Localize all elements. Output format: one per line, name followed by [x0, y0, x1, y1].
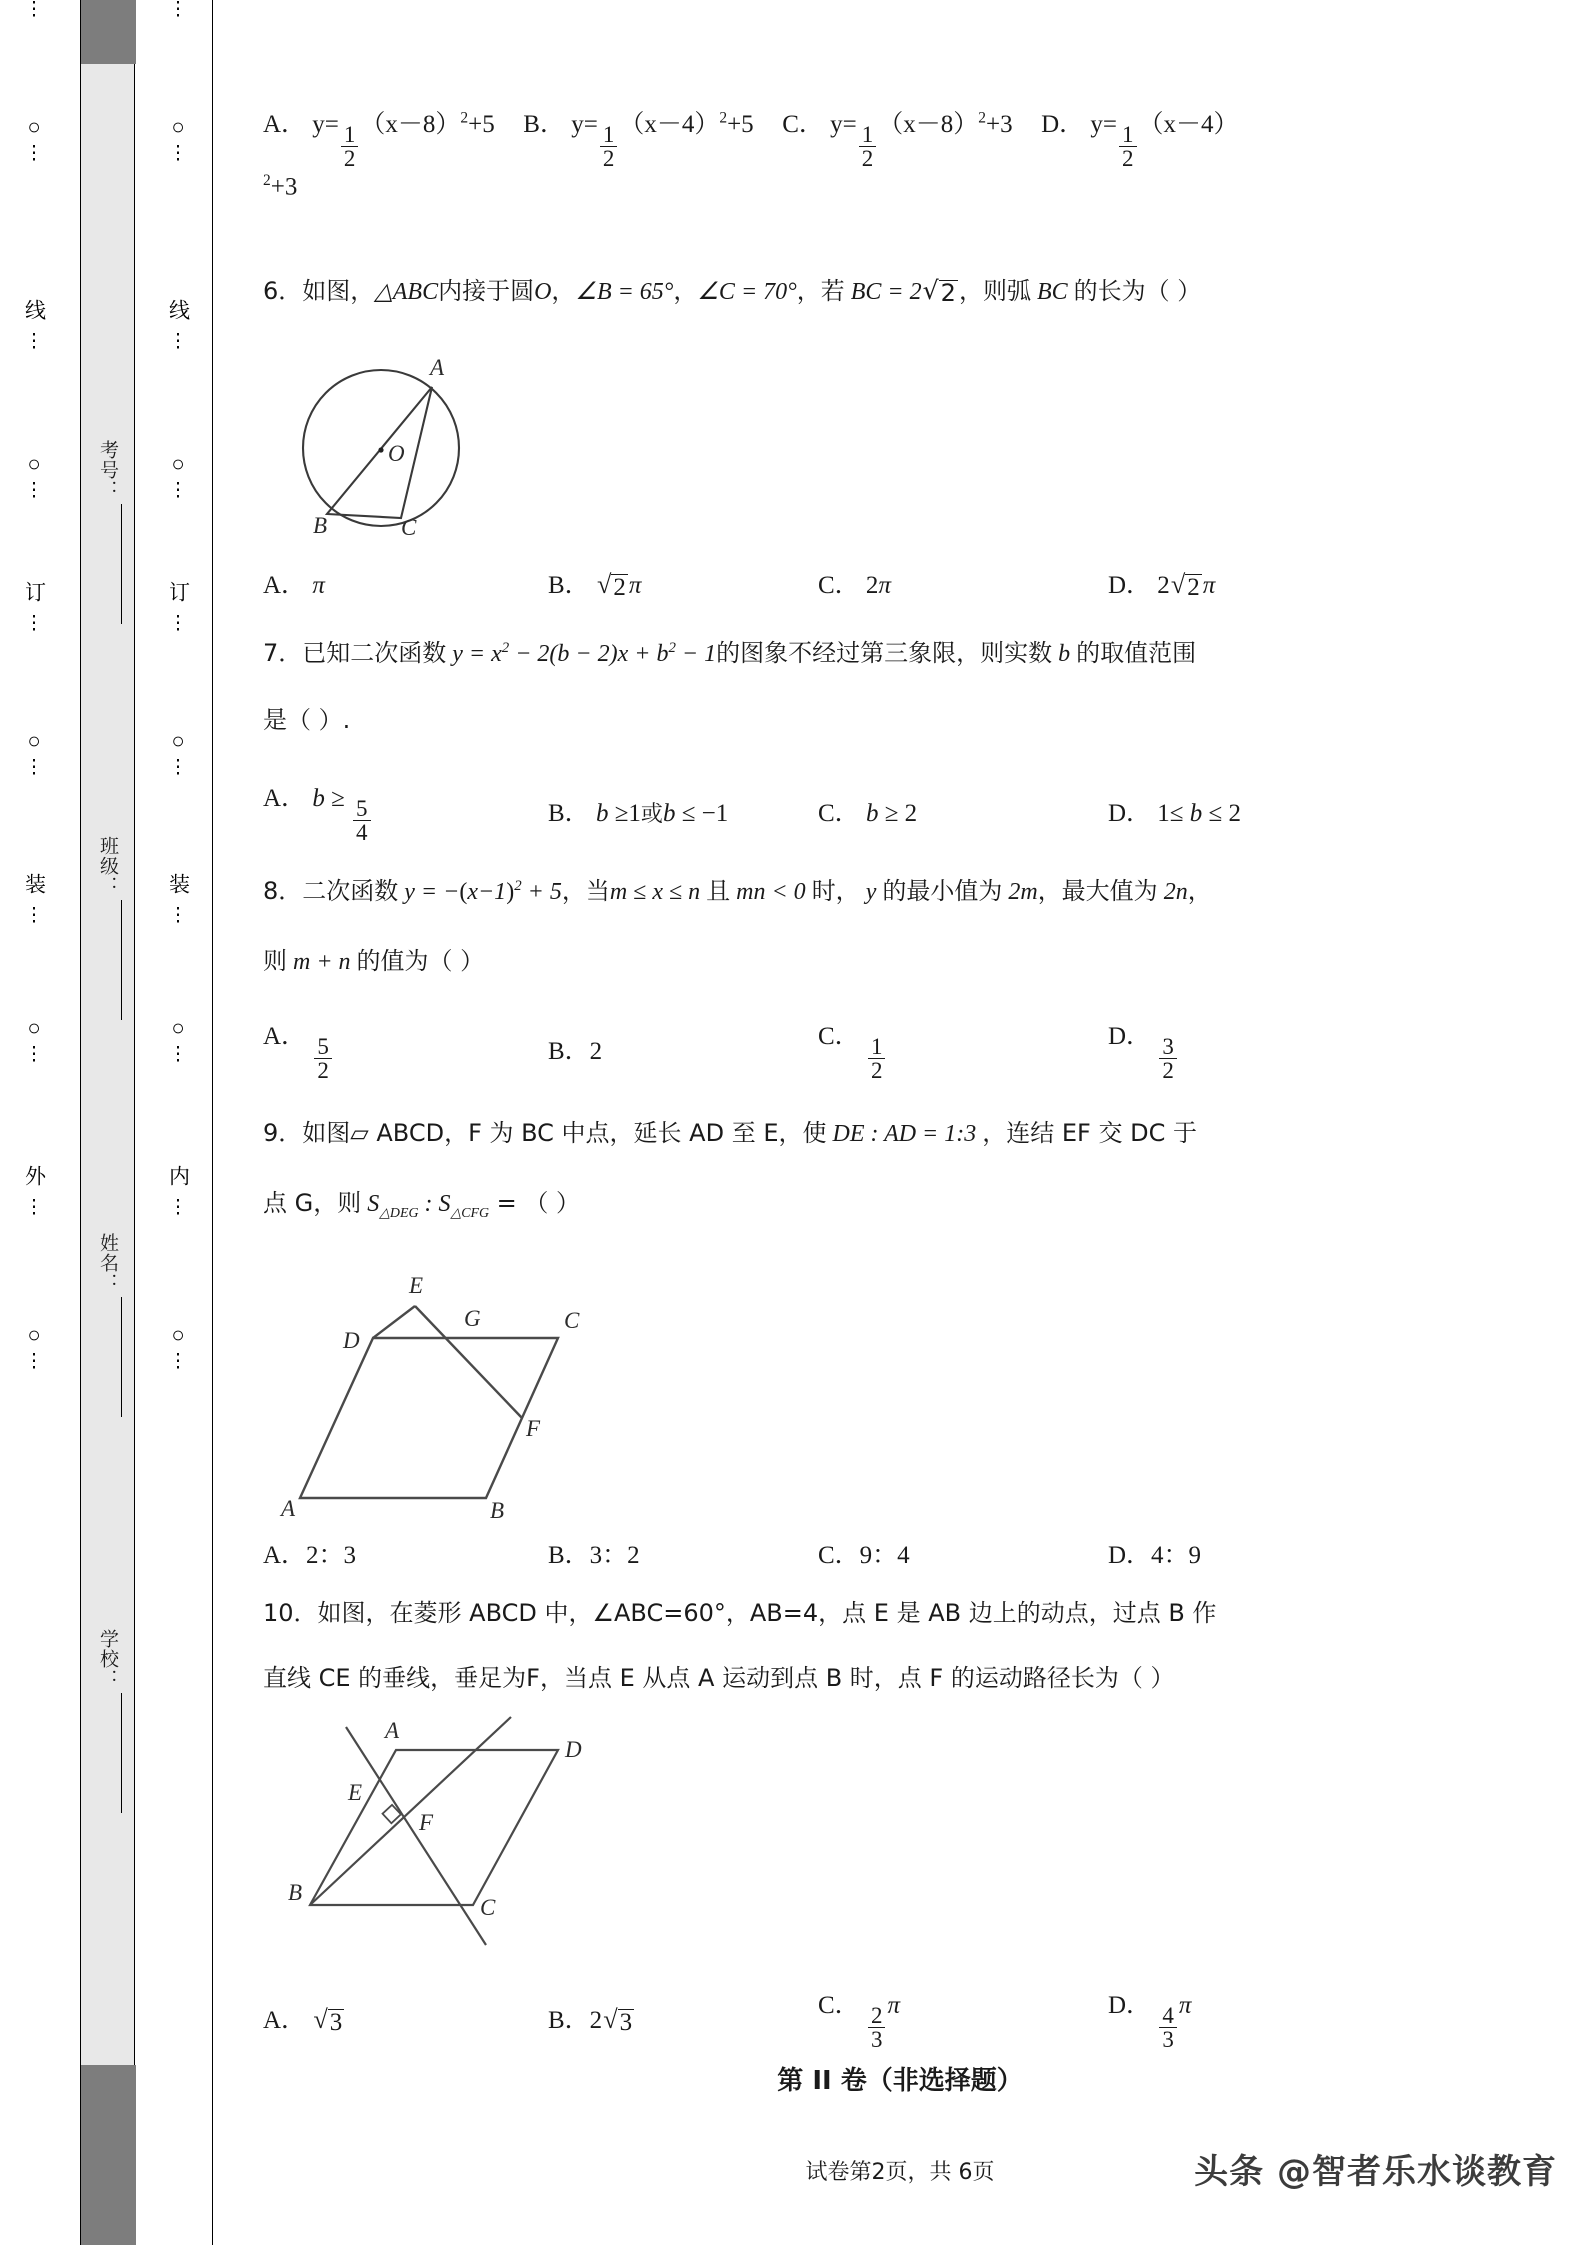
field-class[interactable]: 班级： [95, 836, 122, 896]
q5-option-d-wrap: $^2$+3 [263, 172, 298, 201]
circle-mark-inner-3: ○ [171, 728, 185, 753]
q7-option-d[interactable]: D． 1≤ b ≤ 2 [1108, 800, 1242, 828]
q6-option-d[interactable]: D． 2 √ 2 π [1108, 570, 1216, 601]
q8-option-d[interactable]: D． $\frac{3}{2}$ [1108, 1016, 1179, 1083]
pack-label-outer: 装 [22, 873, 47, 896]
circle-mark-inner-5: ○ [171, 1322, 185, 1347]
exam-page-content [213, 0, 1587, 2245]
binding-margin-strip [0, 0, 212, 2245]
q9-option-d[interactable]: D．4：9 [1108, 1542, 1202, 1569]
q8-option-b[interactable]: B．2 [548, 1038, 603, 1066]
q9-figure-parallelogram [268, 1248, 668, 1523]
pack-label-inner: 装 [166, 873, 191, 896]
q8-options [263, 1016, 1393, 1083]
q5-option-d[interactable]: D． y= $\frac{1}{2}$ （x－4） [1041, 111, 1239, 172]
circle-mark-outer-2: ○ [27, 451, 41, 476]
watermark-text: 头条 @智者乐水谈教育 [1194, 2152, 1557, 2192]
q7-stem-line2: 是（ ）. [263, 706, 351, 734]
svg-text:D: D [343, 1328, 360, 1353]
dotted-column-inner: ⋮ ○ ⋮ 线 ⋮ ○ ⋮ 订 ⋮ ○ ⋮ 装 ⋮ ○ ⋮ 内 ⋮ ○ ⋮ [166, 0, 191, 1372]
q8-number: 8． [263, 877, 303, 905]
circle-mark-inner-1: ○ [171, 114, 185, 139]
inner-side-label: 内 [166, 1165, 191, 1188]
q5-option-c[interactable]: C． y= $\frac{1}{2}$ $(x-8)^2+3$ [782, 110, 1013, 172]
svg-text:A: A [281, 1496, 296, 1521]
seal-line-label-outer: 线 [22, 299, 47, 322]
q9-option-c[interactable]: C．9：4 [818, 1542, 910, 1569]
q8-stem-line2: 则 m + n 的值为（ ） [263, 947, 485, 975]
q10-option-c[interactable]: C． $\frac{2}{3}$ π [818, 1992, 900, 2053]
q7-option-a[interactable]: A． b ≥ $\frac{5}{4}$ [263, 778, 548, 845]
svg-text:C: C [401, 515, 417, 540]
q10-option-a[interactable]: A． √ 3 [263, 2005, 343, 2037]
q6-option-b[interactable]: B． √ 2 π [548, 570, 642, 601]
svg-text:O: O [388, 441, 405, 466]
q7-option-b[interactable]: B． b ≥1或b ≤ −1 [548, 800, 729, 828]
svg-text:E: E [348, 1780, 363, 1805]
svg-text:G: G [464, 1306, 481, 1331]
q9-stem-line1: 9．如图▱ ABCD，F 为 BC 中点，延长 AD 至 E，使 DE : AD = 1:3 ，连结 EF 交 DC 于 [263, 1119, 1197, 1147]
svg-text:C: C [564, 1308, 580, 1333]
q9-option-a[interactable]: A．2：3 [263, 1542, 357, 1569]
q6-figure-circle-triangle [273, 328, 503, 543]
greybar-cap-top [81, 0, 136, 64]
q10-options [263, 1985, 1393, 2052]
q10-option-d[interactable]: D． $\frac{4}{3}$ π [1108, 1992, 1192, 2053]
q5-options-row [263, 110, 1239, 171]
q7-option-c[interactable]: C． b ≥ 2 [818, 800, 918, 828]
section-title-volume-two: 第 II 卷（非选择题） [777, 2066, 1023, 2096]
q7-options [263, 778, 1393, 845]
q10-figure-rhombus [268, 1705, 668, 1970]
q9-options [263, 1535, 1393, 1571]
q6-number: 6． [263, 277, 303, 305]
q10-stem-line2: 直线 CE 的垂线，垂足为F，当点 E 从点 A 运动到点 B 时，点 F 的运动路径长为（ ） [263, 1664, 1175, 1692]
svg-text:B: B [490, 1498, 505, 1523]
svg-text:A: A [385, 1718, 400, 1743]
dotted-column-outer: ⋮ ○ ⋮ 线 ⋮ ○ ⋮ 订 ⋮ ○ ⋮ 装 ⋮ ○ ⋮ 外 ⋮ ○ ⋮ [22, 0, 47, 1372]
q5-option-b[interactable]: B． y= $\frac{1}{2}$ $(x-4)^2+5$ [523, 110, 754, 172]
svg-text:C: C [480, 1895, 496, 1920]
q9-option-b[interactable]: B．3：2 [548, 1542, 640, 1569]
circle-mark-inner-2: ○ [171, 451, 185, 476]
q10-number: 10． [263, 1599, 318, 1627]
bind-label-outer: 订 [22, 581, 47, 604]
q7-stem-line1: 7．已知二次函数 $y = x^2 - 2(b - 2)x + b^2 - 1$的图象不经过第三象限，则实数 b 的取值范围 [263, 639, 1197, 667]
q8-stem-line1: 8．二次函数 $y = -(x-1)^2 + 5$，当m ≤ x ≤ n 且 mn < 0 时， y 的最小值为 2m，最大值为 2n， [263, 877, 1212, 905]
circle-mark-outer-4: ○ [27, 1015, 41, 1040]
bind-label-inner: 订 [166, 581, 191, 604]
svg-text:F: F [419, 1810, 434, 1835]
circle-mark-outer-1: ○ [27, 114, 41, 139]
q5-option-a[interactable]: A． y= $\frac{1}{2}$ $(x-8)^2+5$ [263, 110, 495, 172]
q10-option-b[interactable]: B．2 √ 3 [548, 2005, 633, 2037]
q8-option-a[interactable]: A． $\frac{5}{2}$ [263, 1016, 548, 1083]
q6-options [263, 565, 1393, 601]
circle-mark-outer-5: ○ [27, 1322, 41, 1347]
student-info-writing-bar [80, 0, 135, 2245]
q6-option-c[interactable]: C． 2π [818, 572, 891, 599]
svg-text:A: A [430, 355, 445, 380]
field-name[interactable]: 姓名： [95, 1233, 122, 1293]
seal-line-label-inner: 线 [166, 299, 191, 322]
q9-stem-line2: 点 G，则 $S_{\triangle DEG}$ : $S_{\triangle CFG}$ = （ ） [263, 1189, 581, 1221]
q7-number: 7． [263, 639, 303, 667]
field-school[interactable]: 学校： [95, 1629, 122, 1689]
greybar-cap-bottom [81, 2065, 136, 2245]
q6-option-a[interactable]: A． π [263, 572, 325, 599]
svg-text:F: F [526, 1416, 541, 1441]
student-info-fields [81, 64, 136, 2065]
svg-text:B: B [288, 1880, 303, 1905]
svg-text:B: B [313, 513, 328, 538]
circle-mark-inner-4: ○ [171, 1015, 185, 1040]
field-exam-number[interactable]: 考号： [95, 440, 122, 500]
q10-stem-line1: 10．如图，在菱形 ABCD 中，∠ABC=60°，AB=4，点 E 是 AB 边上的动点，过点 B 作 [263, 1599, 1217, 1627]
q9-number: 9． [263, 1119, 303, 1147]
svg-text:E: E [409, 1273, 424, 1298]
outer-side-label: 外 [22, 1165, 47, 1188]
q8-option-c[interactable]: C． $\frac{1}{2}$ [818, 1016, 1108, 1083]
circle-mark-outer-3: ○ [27, 728, 41, 753]
svg-text:D: D [565, 1737, 582, 1762]
q6-stem: 6．如图，△ABC内接于圆O，∠B = 65°，∠C = 70°，若 BC = 2 √ 2 ，则弧 BC 的长为（ ） [263, 276, 1202, 307]
page-number-footer: 试卷第2页，共 6页 [805, 2160, 995, 2185]
